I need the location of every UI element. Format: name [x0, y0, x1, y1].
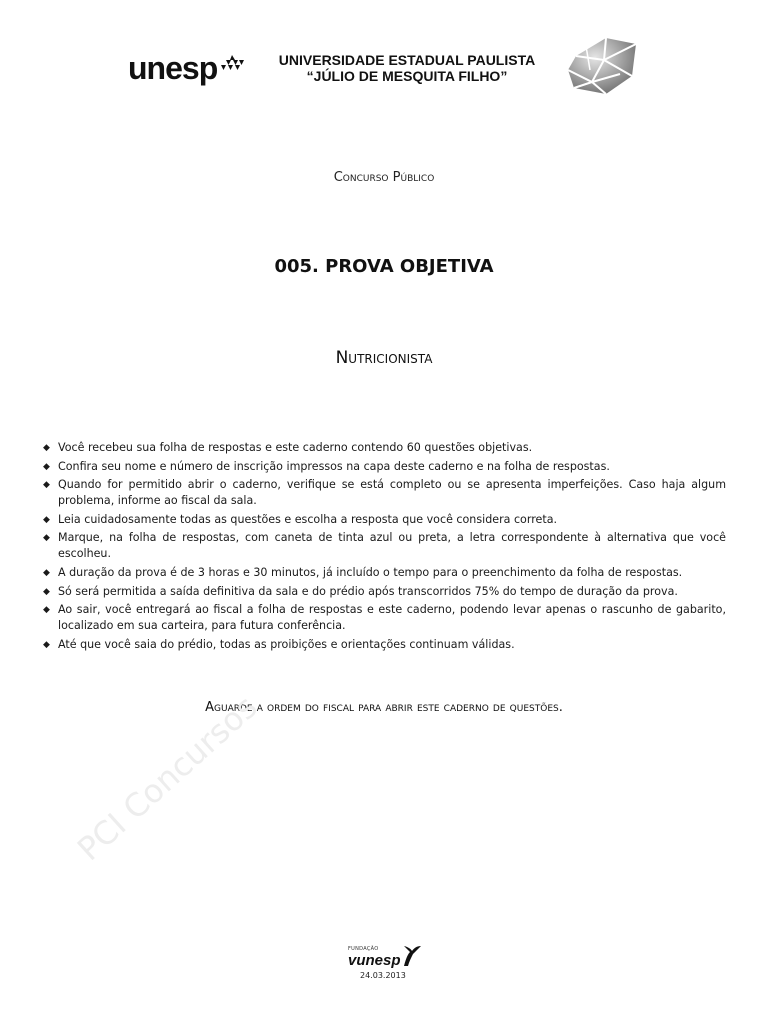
- unesp-logo-text: unesp: [128, 50, 218, 86]
- instruction-item: [42, 459, 726, 475]
- contest-label: Concurso Público: [333, 170, 435, 185]
- instruction-text: Até que você saia do prédio, todas as proibições e orientações continuam válidas.: [58, 637, 515, 651]
- instruction-item: [42, 565, 726, 581]
- diamond-bullet-icon: ◆: [43, 533, 50, 544]
- instructions-list: [42, 440, 726, 655]
- exam-title: 005. PROVA OBJETIVA: [274, 256, 494, 277]
- globe-logo-icon: [566, 36, 638, 98]
- university-name: [262, 52, 552, 84]
- instruction-text: Só será permitida a saída definitiva da sala e do prédio após transcorridos 75% do tempo de duração da prova.: [58, 584, 678, 598]
- instruction-item: [42, 637, 726, 653]
- instruction-item: [42, 584, 726, 600]
- unesp-logo: [128, 52, 245, 84]
- instruction-item: [42, 440, 726, 456]
- instruction-text: A duração da prova é de 3 horas e 30 minutos, já incluído o tempo para o preenchimento da folha de respostas.: [58, 565, 683, 579]
- instruction-item: [42, 530, 726, 562]
- instruction-item: [42, 512, 726, 528]
- diamond-bullet-icon: ◆: [43, 480, 50, 491]
- instruction-text: Você recebeu sua folha de respostas e este caderno contendo 60 questões objetivas.: [58, 441, 533, 454]
- instruction-text: Confira seu nome e número de inscrição impressos na capa deste caderno e na folha de respostas.: [58, 459, 610, 473]
- watermark: PCI Concursos: [70, 687, 265, 869]
- vunesp-logo-text: vunesp: [348, 952, 401, 969]
- instruction-text: Quando for permitido abrir o caderno, verifique se está completo ou se apresenta imperfeições. Caso haja algum problema, informe ao fiscal da sala.: [58, 478, 726, 508]
- instruction-text: Marque, na folha de respostas, com caneta de tinta azul ou preta, a letra correspondente à alternativa que você escolheu.: [58, 531, 726, 561]
- diamond-bullet-icon: ◆: [43, 586, 50, 597]
- instruction-item: [42, 477, 726, 509]
- instruction-text: Ao sair, você entregará ao fiscal a folha de respostas e este caderno, podendo levar apenas o rascunho de gabarito, localizado em sua carteira, para futura conferência.: [58, 603, 726, 633]
- diamond-bullet-icon: ◆: [43, 443, 50, 453]
- university-name-line2: “JÚLIO DE MESQUITA FILHO”: [306, 68, 508, 84]
- university-name-line1: UNIVERSIDADE ESTADUAL PAULISTA: [278, 52, 536, 68]
- await-notice: Aguarde a ordem do fiscal para abrir este caderno de questões.: [205, 700, 563, 715]
- unesp-star-icon: [219, 54, 245, 76]
- diamond-bullet-icon: ◆: [43, 639, 50, 650]
- vunesp-bird-icon: [400, 944, 422, 968]
- diamond-bullet-icon: ◆: [43, 567, 50, 578]
- diamond-bullet-icon: ◆: [43, 514, 50, 525]
- job-role: Nutricionista: [335, 348, 433, 368]
- foundation-label: FUNDAÇÃO: [348, 946, 379, 952]
- diamond-bullet-icon: ◆: [43, 461, 50, 472]
- exam-date: 24.03.2013: [360, 971, 406, 980]
- instruction-item: [42, 602, 726, 634]
- instruction-text: Leia cuidadosamente todas as questões e escolha a resposta que você considera correta.: [58, 512, 558, 526]
- diamond-bullet-icon: ◆: [43, 605, 50, 616]
